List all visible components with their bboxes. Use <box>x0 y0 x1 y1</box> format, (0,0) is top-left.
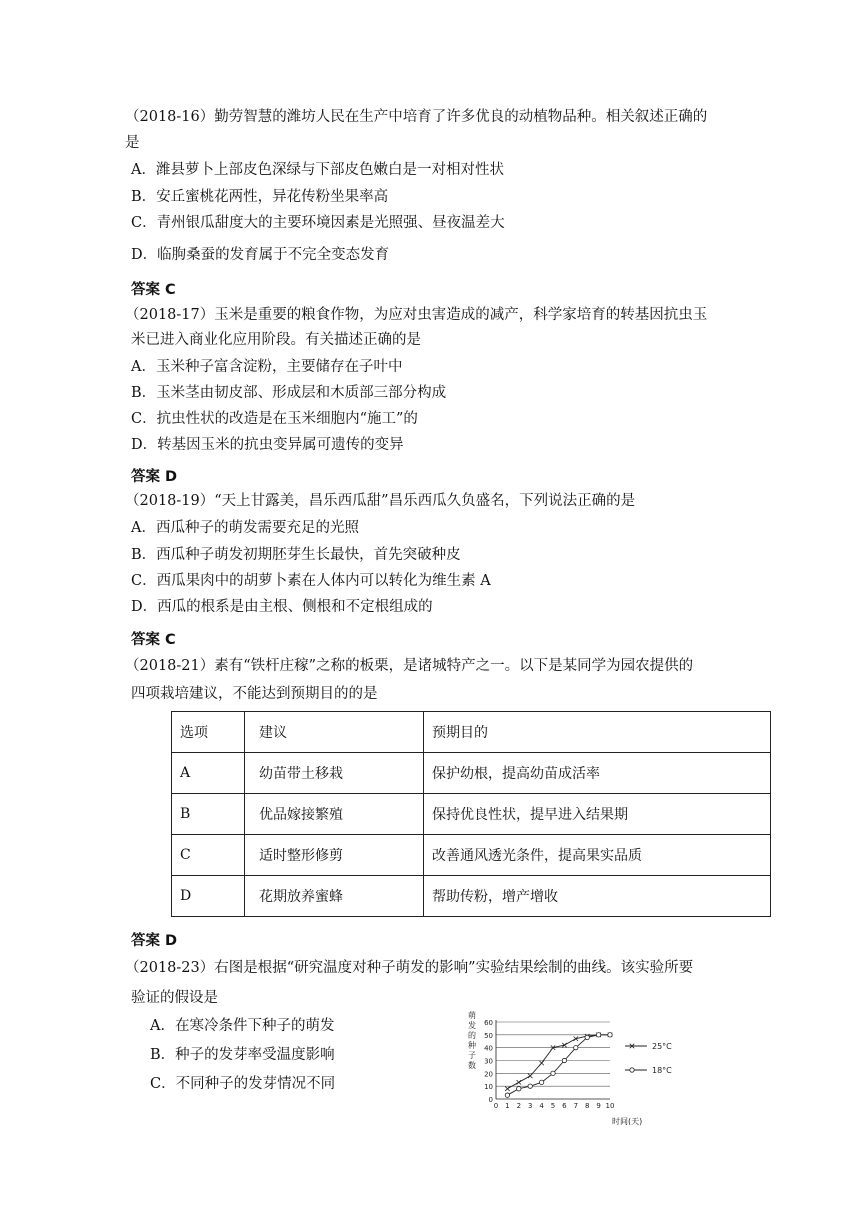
q19-answer: 答案 C <box>131 632 176 648</box>
data-point-o <box>517 1087 521 1091</box>
q16-option-d: D．临朐桑蚕的发育属于不完全变态发育 <box>131 247 390 263</box>
y-tick-label: 40 <box>484 1044 493 1053</box>
q19-stem-line1: （2018-19）“天上甘露美，昌乐西瓜甜”昌乐西瓜久负盛名，下列说法正确的是 <box>125 493 636 509</box>
y-axis-label-char: 的 <box>468 1031 476 1040</box>
q23-option-c: C．不同种子的发芽情况不同 <box>150 1076 336 1092</box>
q23-stem-line2: 验证的假设是 <box>131 990 218 1006</box>
q16-stem-line2: 是 <box>125 135 140 151</box>
x-tick-label: 8 <box>584 1102 590 1110</box>
x-tick-label: 9 <box>596 1102 601 1110</box>
legend-label: 25°C <box>652 1042 672 1051</box>
data-point-x <box>528 1074 532 1078</box>
q21-stem-line2: 四项栽培建议，不能达到预期目的的是 <box>131 686 378 702</box>
germination-chart <box>462 1008 692 1128</box>
q16-option-c: C．青州银瓜甜度大的主要环境因素是光照强、昼夜温差大 <box>131 215 505 231</box>
q19-option-c: C．西瓜果肉中的胡萝卜素在人体内可以转化为维生素 A <box>131 573 491 589</box>
table-row <box>172 794 771 835</box>
x-tick-label: 0 <box>493 1102 499 1110</box>
x-tick-label: 7 <box>573 1102 579 1110</box>
table-cell: 保持优良性状，提早进入结果期 <box>424 794 771 835</box>
legend-label: 18°C <box>652 1066 672 1075</box>
table-cell: C <box>172 835 245 876</box>
table-row <box>172 876 771 917</box>
q23-option-b: B．种子的发芽率受温度影响 <box>150 1047 335 1063</box>
q21-table <box>171 711 771 917</box>
data-point-o <box>551 1071 555 1075</box>
x-tick-label: 2 <box>516 1102 522 1110</box>
q17-answer: 答案 D <box>131 469 178 485</box>
q16-option-b: B．安丘蜜桃花两性，异花传粉坐果率高 <box>131 189 389 205</box>
table-cell: 花期放养蜜蜂 <box>245 876 424 917</box>
series-line-0 <box>507 1035 610 1089</box>
table-header-row <box>172 712 771 753</box>
table-row <box>172 753 771 794</box>
table-header-cell: 选项 <box>172 712 245 753</box>
y-tick-label: 60 <box>484 1019 493 1027</box>
table-cell: B <box>172 794 245 835</box>
data-point-o <box>505 1093 509 1097</box>
data-point-o <box>596 1033 600 1037</box>
table-row <box>172 835 771 876</box>
data-point-x <box>539 1061 543 1065</box>
data-point-o <box>562 1058 566 1062</box>
chart-axes <box>496 1020 610 1099</box>
data-point-o <box>539 1080 543 1084</box>
table-cell: A <box>172 753 245 794</box>
q17-option-a: A．玉米种子富含淀粉，主要储存在子叶中 <box>131 359 403 375</box>
x-tick-label: 1 <box>505 1102 510 1110</box>
q19-option-d: D．西瓜的根系是由主根、侧根和不定根组成的 <box>131 599 433 615</box>
q23-option-a: A．在寒冷条件下种子的萌发 <box>150 1018 335 1034</box>
table-header-cell: 建议 <box>245 712 424 753</box>
chart-series <box>505 1033 612 1098</box>
y-tick-label: 20 <box>484 1070 493 1079</box>
q17-stem-line1: （2018-17）玉米是重要的粮食作物，为应对虫害造成的减产，科学家培育的转基因抗虫玉 <box>125 307 708 323</box>
table-cell: 幼苗带土移栽 <box>245 753 424 794</box>
chart-ticks <box>484 1019 614 1110</box>
y-tick-label: 50 <box>484 1031 493 1040</box>
y-axis-label <box>468 1010 476 1070</box>
table-cell: 优品嫁接繁殖 <box>245 794 424 835</box>
q17-stem-line2: 米已进入商业化应用阶段。有关描述正确的是 <box>131 332 421 348</box>
x-tick-label: 3 <box>527 1102 533 1110</box>
x-tick-label: 6 <box>562 1102 567 1110</box>
table-header-cell: 预期目的 <box>424 712 771 753</box>
q16-stem-line1: （2018-16）勤劳智慧的潍坊人民在生产中培育了许多优良的动植物品种。相关叙述正确的 <box>125 109 708 125</box>
q21-stem-line1: （2018-21）素有“铁杆庄稼”之称的板栗，是诸城特产之一。以下是某同学为园农提供的 <box>125 658 694 674</box>
data-point-o <box>528 1084 532 1088</box>
x-tick-label: 5 <box>550 1102 556 1110</box>
y-tick-label: 30 <box>484 1057 493 1066</box>
q16-option-a: A．潍县萝卜上部皮色深绿与下部皮色嫩白是一对相对性状 <box>131 162 504 178</box>
table-cell: 适时整形修剪 <box>245 835 424 876</box>
y-axis-label-char: 数 <box>468 1061 476 1070</box>
q21-answer: 答案 D <box>131 933 178 949</box>
x-tick-label: 4 <box>539 1102 544 1110</box>
q23-stem-line1: （2018-23）右图是根据“研究温度对种子萌发的影响”实验结果绘制的曲线。该实验所要 <box>125 960 694 976</box>
q17-option-d: D．转基因玉米的抗虫变异属可遗传的变异 <box>131 437 404 453</box>
x-tick-label: 10 <box>605 1102 615 1110</box>
q17-option-b: B．玉米茎由韧皮部、形成层和木质部三部分构成 <box>131 385 447 401</box>
q16-answer: 答案 C <box>131 282 176 298</box>
q19-option-b: B．西瓜种子萌发初期胚芽生长最快，首先突破种皮 <box>131 547 461 563</box>
chart-grid <box>496 1022 610 1086</box>
table-cell: D <box>172 876 245 917</box>
q19-option-a: A．西瓜种子的萌发需要充足的光照 <box>131 520 359 536</box>
legend-marker-o <box>630 1068 634 1072</box>
q17-option-c: C．抗虫性状的改造是在玉米细胞内“施工”的 <box>131 411 418 427</box>
data-point-x <box>517 1080 521 1084</box>
data-point-o <box>574 1045 578 1049</box>
y-axis-label-char: 萌 <box>468 1011 476 1020</box>
table-cell: 保护幼根，提高幼苗成活率 <box>424 753 771 794</box>
table-cell: 帮助传粉，增产增收 <box>424 876 771 917</box>
y-axis-label-char: 种 <box>468 1041 476 1050</box>
table-cell: 改善通风透光条件，提高果实品质 <box>424 835 771 876</box>
y-tick-label: 0 <box>488 1096 493 1104</box>
y-axis-label-char: 子 <box>468 1051 476 1060</box>
data-point-o <box>585 1035 589 1039</box>
y-tick-label: 10 <box>484 1083 493 1092</box>
chart-legend <box>625 1042 672 1075</box>
data-point-x <box>505 1087 509 1091</box>
data-point-o <box>608 1033 612 1037</box>
x-axis-label: 时间(天) <box>612 1117 643 1126</box>
y-axis-label-char: 发 <box>468 1021 476 1030</box>
